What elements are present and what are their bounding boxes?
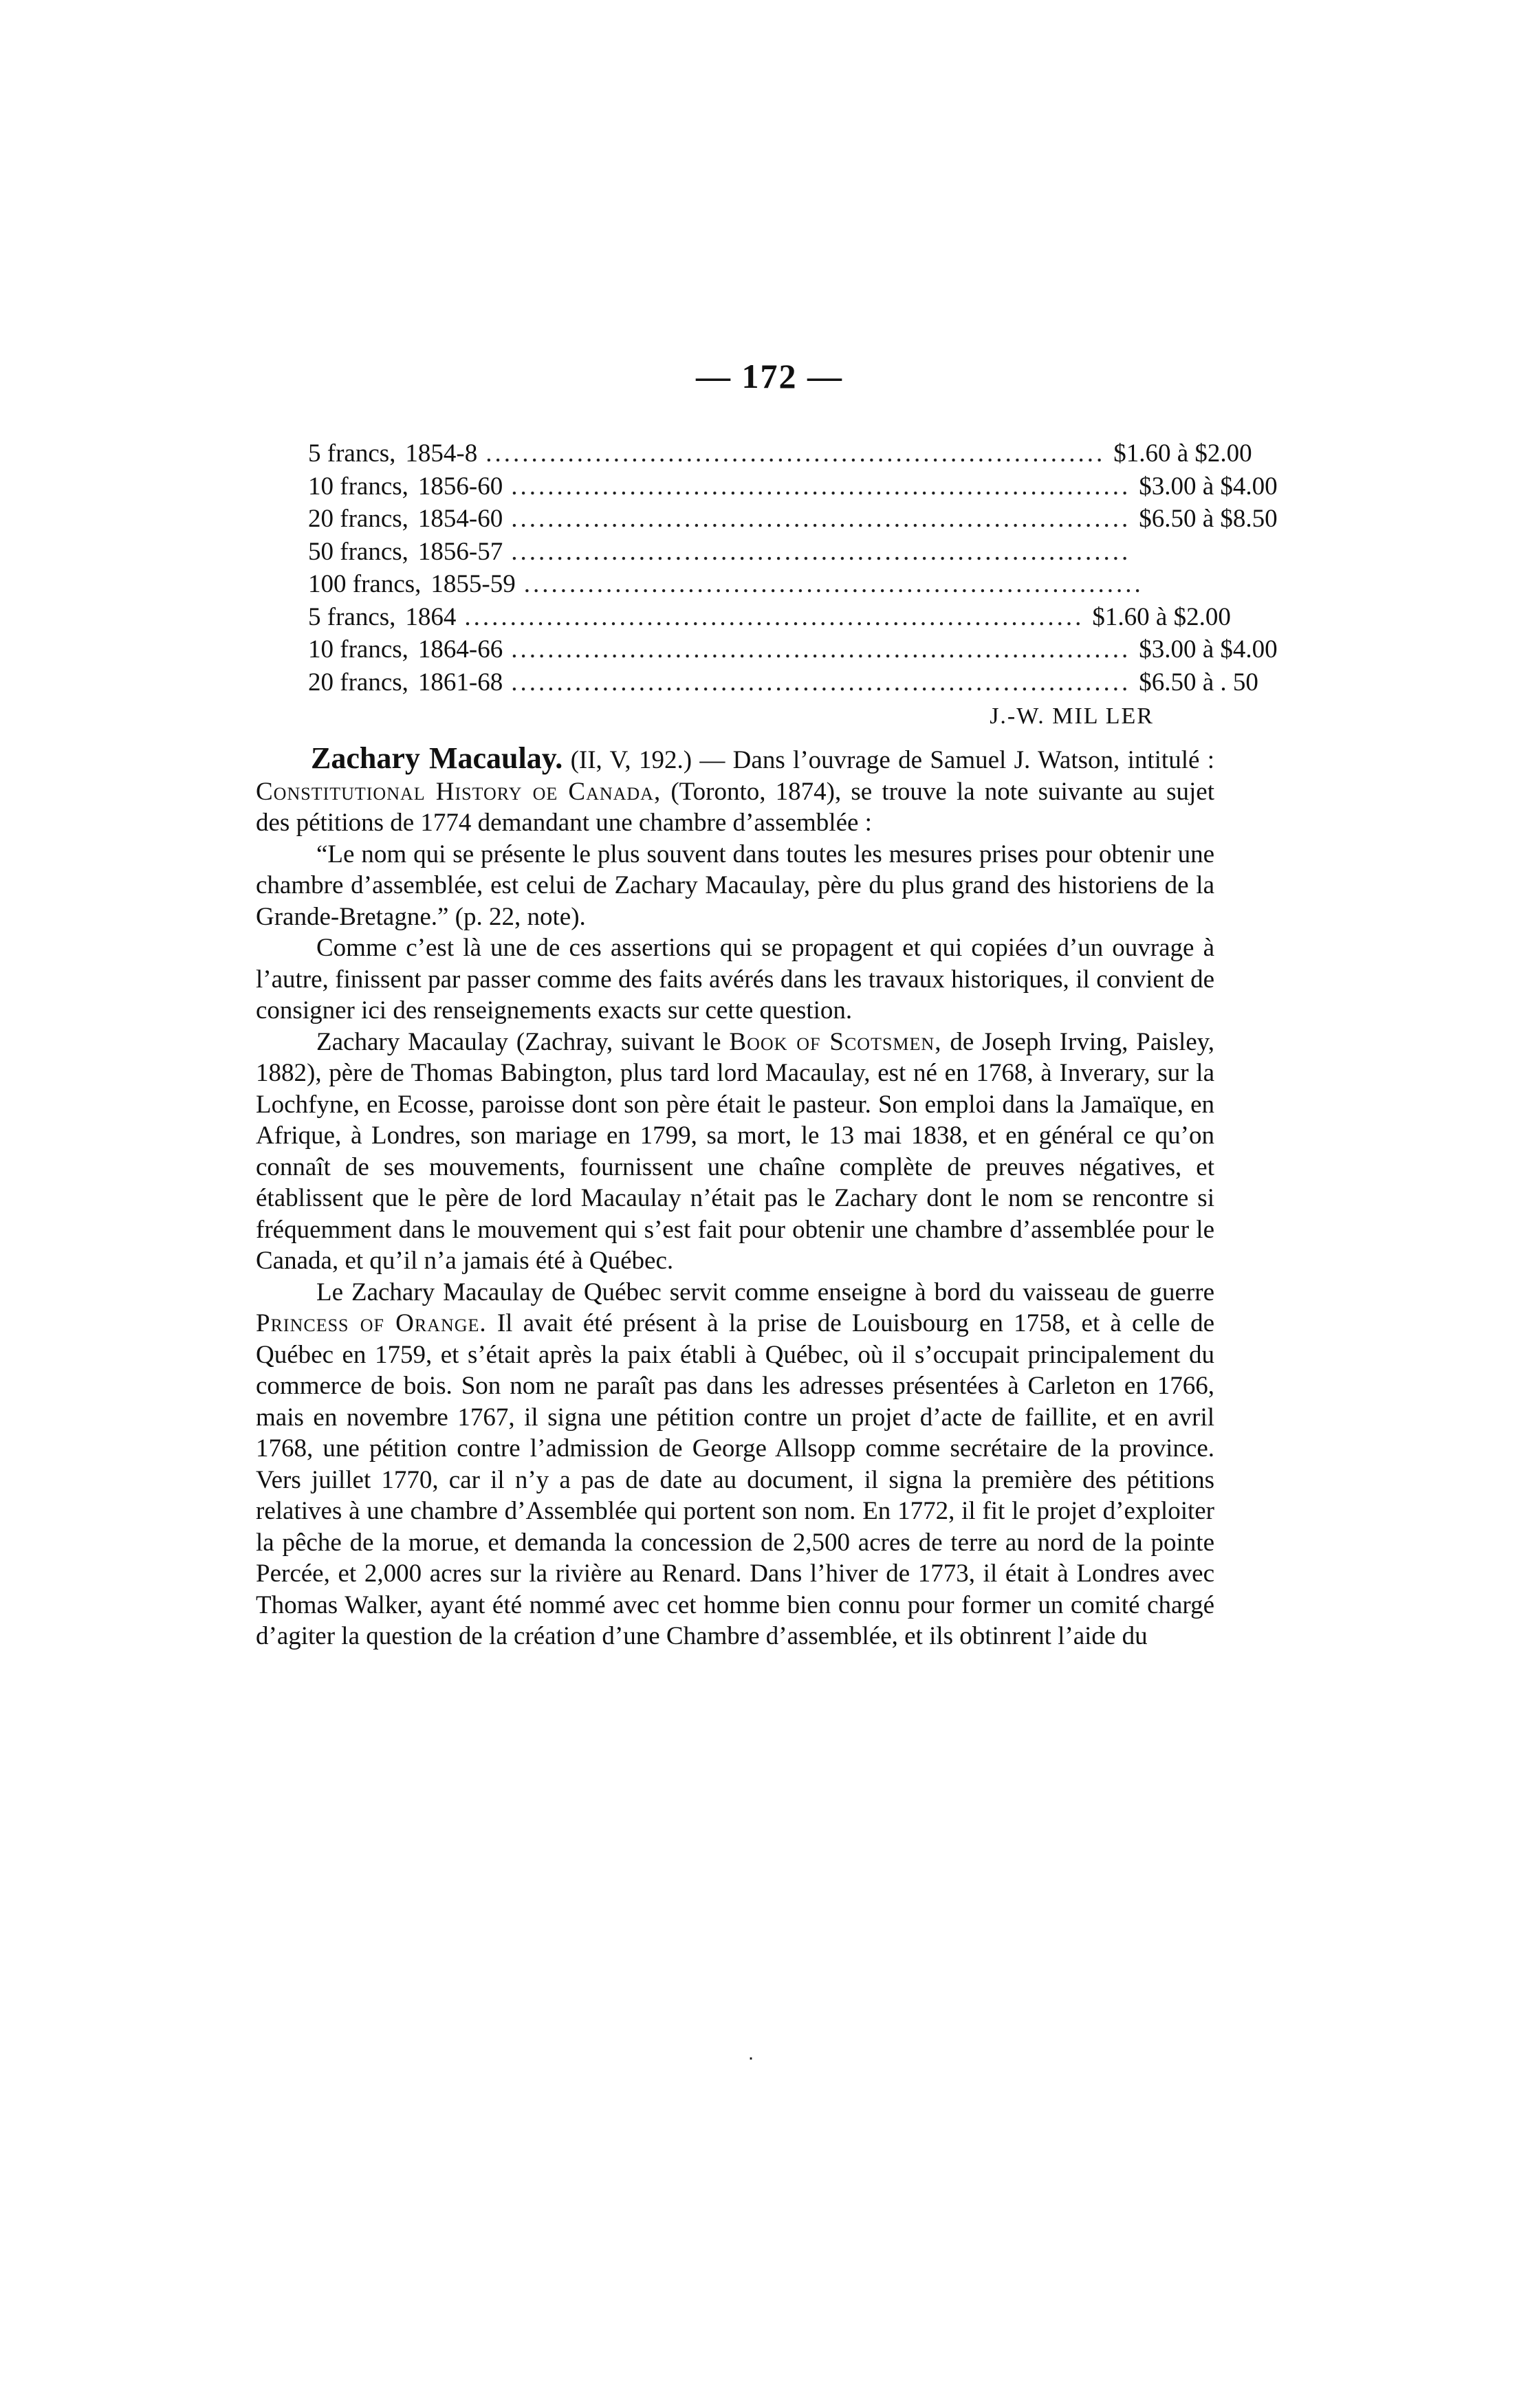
price-years: 1856-60 <box>417 472 503 501</box>
dot-leader: .................................................................... <box>464 602 1084 631</box>
paragraph-text: Il avait été présent à la prise de Louisbourg en 1758, et à celle de Québec en 1759, et s’était après la paix établi à Québec, où il s’occupait principalement du commerce de bois. Son nom ne paraît pas dans les adresses présentées à Carleton en 1766, mais en novembre 1767, il signa une pétition contre un projet d’acte de faillite, et en avril 1768, une pétition contre l’admission de George Allsopp comme secrétaire de la province. Vers juillet 1770, car il n’y a pas de date au document, il signa la première des pétitions relatives à une chambre d’Assemblée qui portent son nom. En 1772, il fit le projet d’exploiter la pêche de la morue, et demanda la concession de 2,500 acres de terre au nord de la pointe Percée, et 2,000 acres sur la rivière au Renard. Dans l’hiver de 1773, il était à Londres avec Thomas Walker, ayant été nommé avec cet homme bien connu pour former un comité chargé d’agiter la question de la création d’une Chambre d’assemblée, et ils obtinrent l’aide du <box>256 1309 1214 1650</box>
dot-leader: .................................................................... <box>511 635 1131 664</box>
paragraph-text: Zachary Macaulay (Zachray, suivant le <box>316 1027 730 1056</box>
price-years: 1864 <box>405 602 457 631</box>
dot-leader: .................................................................... <box>511 472 1131 501</box>
price-years: 1856-57 <box>417 537 503 566</box>
price-value: $6.50 à . 50 <box>1139 668 1258 697</box>
article-paragraph: Comme c’est là une de ces assertions qui se propagent et qui copiées d’un ouvrage à l’autre, finissent par passer comme des faits avérés dans les travaux historiques, il convient de consigner ici des renseignements exacts sur cette question. <box>256 934 1214 1025</box>
price-denomination: 5 francs, <box>308 602 396 631</box>
paragraph-text: de Joseph Irving, Paisley, 1882), père de Thomas Babington, plus tard lord Macaulay, est né en 1768, à Inverary, sur la Lochfyne, en Ecosse, paroisse dont son père était le pasteur. Son emploi dans la Jamaïque, en Afrique, à Londres, son mariage en 1799, sa mort, le 13 mai 1838, et en général ce qu’on connaît de ses mouvements, fournissent une chaîne complète de preuves négatives, et établissent que le père de lord Macaulay n’était pas le Zachary dont le nom se rencontre si fréquemment dans le mouvement qui s’est fait pour obtenir une chambre d’assemblée pour le Canada, et qu’il n’a jamais été à Québec. <box>256 1027 1215 1275</box>
dot-leader: .................................................................... <box>511 668 1131 697</box>
price-denomination: 100 francs, <box>308 570 422 598</box>
dot-leader: .................................................................... <box>511 537 1131 566</box>
price-denomination: 10 francs, <box>308 635 408 664</box>
price-row <box>308 601 1231 634</box>
book-title: Book of Scotsmen, <box>729 1027 942 1056</box>
quotation-paragraph: “Le nom qui se présente le plus souvent dans toutes les mesures prises pour obtenir une chambre d’assemblée, est celui de Zachary Macaulay, père du plus grand des historiens de la Grande-Bretagne.” (p. 22, note). <box>256 840 1214 931</box>
price-years: 1864-66 <box>417 635 503 664</box>
price-row <box>308 536 1195 569</box>
price-table <box>308 437 1278 699</box>
book-title: Constitutional History oe Canada, <box>256 777 662 806</box>
article-headword: Zachary Macaulay. <box>311 741 563 775</box>
dot-leader: .................................................................... <box>511 505 1131 533</box>
page-number: — 172 — <box>696 357 843 395</box>
price-row <box>308 633 1278 666</box>
price-row <box>308 437 1252 470</box>
article-paragraph <box>256 1277 1214 1652</box>
price-value: $1.60 à $2.00 <box>1092 602 1231 631</box>
price-denomination: 5 francs, <box>308 439 396 468</box>
paragraph-text: Le Zachary Macaulay de Québec servit comme enseigne à bord du vaisseau de guerre <box>316 1278 1214 1306</box>
price-denomination: 10 francs, <box>308 472 408 501</box>
price-years: 1854-60 <box>417 505 503 533</box>
dot-leader: .................................................................... <box>523 570 1144 598</box>
signature: J.-W. MIL LER <box>990 703 1154 729</box>
price-row <box>308 503 1278 536</box>
price-denomination: 20 francs, <box>308 505 408 533</box>
price-years: 1854-8 <box>405 439 478 468</box>
article-paragraph <box>256 743 1214 839</box>
price-denomination: 50 francs, <box>308 537 408 566</box>
price-value: $6.50 à $8.50 <box>1139 505 1278 533</box>
price-value: $3.00 à $4.00 <box>1139 635 1278 664</box>
price-row <box>308 666 1258 699</box>
price-denomination: 20 francs, <box>308 668 408 697</box>
price-value: $1.60 à $2.00 <box>1113 439 1252 468</box>
stray-mark: ٠ <box>746 2048 756 2068</box>
price-row <box>308 470 1278 503</box>
price-years: 1855-59 <box>430 570 516 598</box>
price-row <box>308 568 1195 601</box>
ship-name: Princess of Orange. <box>256 1309 487 1337</box>
article-body <box>256 743 1214 1652</box>
reference-rest: (Toronto, 1874), se trouve la note suivante au sujet des pétitions de 1774 demandant une chambre d’assemblée : <box>256 777 1214 837</box>
dot-leader: .................................................................... <box>485 439 1106 468</box>
reference-text: (II, V, 192.) — Dans l’ouvrage de Samuel J. Watson, intitulé : <box>563 746 1214 774</box>
article-paragraph <box>256 1027 1214 1277</box>
price-years: 1861-68 <box>417 668 503 697</box>
price-value: $3.00 à $4.00 <box>1139 472 1278 501</box>
